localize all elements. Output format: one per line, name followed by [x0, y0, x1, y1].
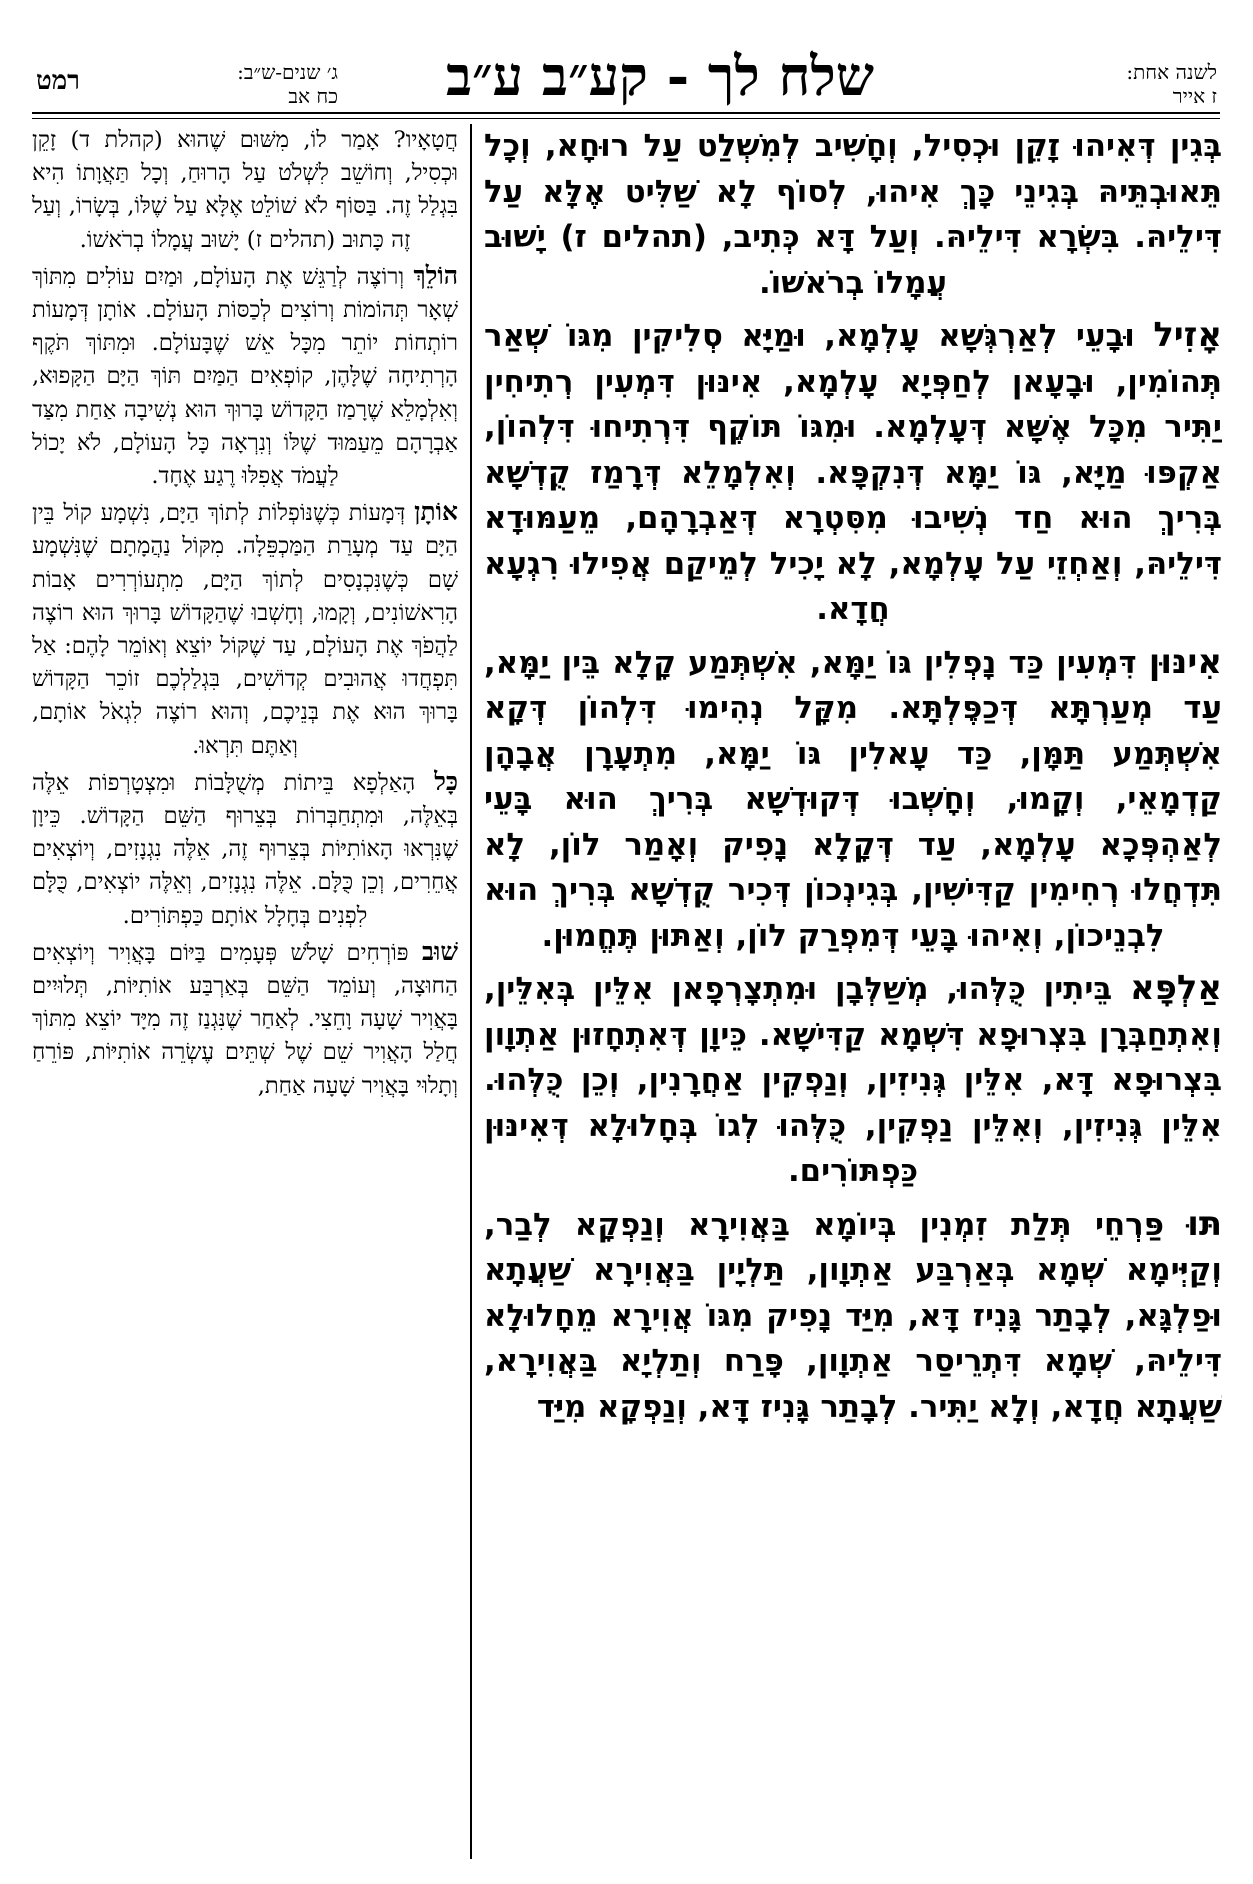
zohar-paragraph-4-opening: אַלְפָּא	[1129, 968, 1222, 1007]
page-header	[0, 0, 1253, 112]
translation-paragraph-4: כָּל הָאַלְפָא בֵּיתוֹת מְשֻׁלָּבוֹת וּמִצְטָרְפוֹת אֵלֶּה בְּאֵלֶּה, וּמִתְחַבְּרוֹת בְּצֵרוּף הַשֵּׁם הַקָּדוֹשׁ. כֵּיוָן שֶׁנִּרְאוּ הָאוֹתִיּוֹת בְּצֵרוּף זֶה, אֵלֶּה נִגְנָזִים, וְיוֹצְאִים אֲחֵרִים, וְכֵן כֻּלָּם. אֵלֶּה נִגְנָזִים, וְאֵלֶּה יוֹצְאִים, כֻּלָּם לִפְנִים בְּחָלָל אוֹתָם כַּפְתּוֹרִים.	[32, 766, 458, 929]
translation-paragraph-2: הוֹלֵךְ וְרוֹצֶה לְרַגֵּשׁ אֶת הָעוֹלָם, וּמַיִם עוֹלִים מִתּוֹךְ שְׁאָר תְּהוֹמוֹת וְרוֹצִים לְכַסּוֹת הָעוֹלָם. אוֹתָן דְּמָעוֹת רוֹתְחוֹת יוֹתֵר מִכָּל אֵשׁ שֶׁבָּעוֹלָם. וּמִתּוֹךְ תֹּקֶף הָרְתִיחָה שֶׁלָּהֶן, קוֹפְאִים הַמַּיִם תּוֹךְ הַיָּם הַקָּפוּא, וְאִלְמָלֵא שֶׁרָמַז הַקָּדוֹשׁ בָּרוּךְ הוּא נְשִׁיבָה אַחַת מִצַּד אַבְרָהָם מֵעַמּוּד שֶׁלּוֹ וְנִרְאָה כָּל הָעוֹלָם, לֹא יָכוֹל לַעֲמֹד אֲפִלּוּ רֶגַע אֶחָד.	[32, 260, 458, 490]
schedule-three-years-date: כח אב	[288, 84, 338, 108]
schedule-one-year-label: לשנה אחת:	[1126, 60, 1217, 84]
schedule-three-years	[138, 60, 338, 108]
zohar-paragraph-5-opening: תּוּ	[1187, 1203, 1222, 1243]
translation-paragraph-3: אוֹתָן דְּמָעוֹת כְּשֶׁנּוֹפְלוֹת לְתוֹךְ הַיָּם, נִשְׁמָע קוֹל בֵּין הַיָּם עַד מְעָרַת הַמַּכְפֵּלָה. מִקּוֹל נַהֲמָתָם שֶׁנִּשְׁמָע שָׁם כְּשֶׁנִּכְנָסִים לְתוֹךְ הַיָּם, מִתְעוֹרְרִים אָבוֹת הָרִאשׁוֹנִים, וְקָמוּ, וְחָשְׁבוּ שֶׁהַקָּדוֹשׁ בָּרוּךְ הוּא רוֹצֶה לַהֲפֹךְ אֶת הָעוֹלָם, עַד שֶׁקּוֹל יוֹצֵא וְאוֹמֵר לָהֶם: אַל תִּפְחֲדוּ אֲהוּבִים קְדוֹשִׁים, בִּגְלַלְכֶם זוֹכֵר הַקָּדוֹשׁ בָּרוּךְ הוּא אֶת בְּנֵיכֶם, וְהוּא רוֹצֶה לִגְאֹל אוֹתָם, וְאַתֶּם תִּרְאוּ.	[32, 497, 458, 759]
schedule-three-years-label: ג׳ שנים-ש״ב:	[237, 60, 338, 84]
schedule-one-year-date: ז אייר	[1172, 84, 1217, 108]
translation-paragraph-2-opening: הוֹלֵךְ	[413, 260, 458, 290]
zohar-paragraph-3-opening: אִינּוּן	[1148, 641, 1222, 681]
header-rule	[32, 112, 1220, 114]
zohar-paragraph-4: אַלְפָּא בֵּיתִין כֻּלְּהוּ, מְשַׁלְּבָן וּמִתְצָרְפָאן אִלֵּין בְּאִלֵּין, וְאִתְחַבְּרָן בִּצְרוּפָא דִּשְׁמָא קַדִּישָׁא. כֵּיוָן דְּאִתְחָזוּן אַתְוָון בִּצְרוּפָא דָּא, אִלֵּין גְּנִיזִין, וְנַפְקִין אַחֲרָנִין, וְכֵן כֻּלְּהוּ. אִלֵּין גְּנִיזִין, וְאִלֵּין נַפְקִין, כֻּלְּהוּ לְגוֹ בְּחָלוּלָא דְּאִינּוּן כַּפְתּוֹרִים.	[484, 968, 1222, 1189]
translation-paragraph-3-opening: אוֹתָן	[414, 497, 458, 527]
page-number: רמט	[36, 66, 80, 96]
zohar-aramaic-column	[484, 124, 1222, 1864]
header-rule-thin	[32, 118, 1220, 119]
translation-paragraph-5: שׁוּב פּוֹרְחִים שָׁלֹשׁ פְּעָמִים בַּיּוֹם בָּאֲוִיר וְיוֹצְאִים הַחוּצָה, וְעוֹמֵד הַשֵּׁם בְּאַרְבַּע אוֹתִיּוֹת, תְּלוּיִים בָּאֲוִיר שָׁעָה וָחֵצִי. לְאַחַר שֶׁנִּגְנַז זֶה מִיָּד יוֹצֵא מִתּוֹךְ חֲלַל הָאֲוִיר שֵׁם שֶׁל שְׁתֵּים עֶשְׂרֵה אוֹתִיּוֹת, פּוֹרֵחַ וְתָלוּי בָּאֲוִיר שָׁעָה אַחַת,	[32, 936, 458, 1099]
schedule-one-year	[1017, 60, 1217, 108]
hebrew-translation-column	[32, 124, 458, 1864]
translation-paragraph-1: חֲטָאָיו? אָמַר לוֹ, מִשּׁוּם שֶׁהוּא (קהלת ד) זָקֵן וּכְסִיל, וְחוֹשֵׁב לִשְׁלֹט עַל הָרוּחַ, וְכָל תַּאֲוָתוֹ הִיא בִּגְלַל זֶה. בַּסּוֹף לֹא שׁוֹלֵט אֶלָּא עַל שֶׁלּוֹ, בְּשָׂרוֹ, וְעַל זֶה כָּתוּב (תהלים ז) יָשׁוּב עֲמָלוֹ בְרֹאשׁוֹ.	[32, 127, 458, 253]
zohar-paragraph-1: בְּגִין דְּאִיהוּ זָקֵן וּכְסִיל, וְחָשִׁיב לְמִשְׁלַט עַל רוּחָא, וְכָל תֵּאוּבְתֵּיהּ בְּגִינֵי כָּךְ אִיהוּ, לְסוֹף לָא שַׁלִּיט אֶלָּא עַל דִּילֵיהּ. בִּשְׂרָא דִּילֵיהּ. וְעַל דָּא כְּתִיב, (תהלים ז) יָשׁוּב עֲמָלוֹ בְרֹאשׁוֹ.	[484, 128, 1222, 301]
translation-paragraph-4-opening: כָּל	[434, 766, 458, 796]
column-divider	[470, 124, 472, 1859]
zohar-paragraph-2-opening: אָזִיל	[1153, 315, 1222, 354]
zohar-paragraph-3: אִינּוּן דִּמְעִין כַּד נָפְלִין גּוֹ יַמָּא, אִשְׁתְּמַע קָלָא בֵּין יַמָּא, עַד מְעַרְתָּא דְּכַפֶּלְתָּא. מִקָּל נְהִימוּ דִּלְהוֹן דְּקָא אִשְׁתְּמַע תַּמָּן, כַּד עָאלִין גּוֹ יַמָּא, מִתְעָרָן אֲבָהָן קַדְמָאֵי, וְקָמוּ, וְחָשְׁבוּ דְּקוּדְשָׁא בְּרִיךְ הוּא בָּעֵי לְאַהְפְּכָא עָלְמָא, עַד דְּקָלָא נָפִיק וְאָמַר לוֹן, לָא תִּדְחֲלוּ רְחִימִין קַדִּישִׁין, בְּגִינְכוֹן דְּכִיר קֻדְשָׁא בְּרִיךְ הוּא לִבְנֵיכוֹן, וְאִיהוּ בָּעֵי דְּמִפְרַק לוֹן, וְאַתּוּן תֶּחֱמוּן.	[484, 641, 1222, 954]
translation-paragraph-5-opening: שׁוּב	[422, 936, 458, 966]
zohar-paragraph-2: אָזִיל וּבָעֵי לְאַרְגְּשָׁא עָלְמָא, וּמַיָּא סְלִיקִין מִגּוֹ שְׁאַר תְּהוֹמִין, וּבָעָאן לְחַפְּיָא עָלְמָא, אִינּוּן דִּמְעִין רְתִיחִין יַתִּיר מִכָּל אֶשָּׁא דְּעָלְמָא. וּמִגּוֹ תּוֹקֶף דִּרְתִיחוּ דִּלְהוֹן, אַקְפּוּ מַיָּא, גּוֹ יַמָּא דְּנִקְפָּא. וְאִלְמָלֵא דְּרָמַז קֻדְשָׁא בְּרִיךְ הוּא חַד נְשִׁיבוּ מִסִּטְרָא דְּאַבְרָהָם, מֵעַמּוּדָא דִּילֵיהּ, וְאַחְזֵי עַל עָלְמָא, לָא יָכִיל לְמֵיקַם אֲפִילוּ רִגְעָא חֲדָא.	[484, 315, 1222, 627]
page-title: שלח לך - קע״ב ע״ב	[446, 44, 874, 108]
zohar-paragraph-5: תּוּ פַּרְחֵי תְּלַת זִמְנִין בְּיוֹמָא בַּאֲוִירָא וְנַפְקָא לְבַר, וְקַיְּימָא שְׁמָא בְּאַרְבַּע אַתְוָון, תַּלְיָין בַּאֲוִירָא שַׁעֲתָא וּפַלְגָּא, לְבָתַר גָּנִיז דָּא, מִיַּד נָפִיק מִגּוֹ אֲוִירָא מֵחָלוּלָא דִּילֵיהּ, שְׁמָא דִּתְרֵיסַר אַתְוָון, פָּרַח וְתַלְיָא בַּאֲוִירָא, שַׁעֲתָא חֲדָא, וְלָא יַתִּיר. לְבָתַר גָּנִיז דָּא, וְנַפְקָא מִיַּד	[484, 1203, 1222, 1425]
